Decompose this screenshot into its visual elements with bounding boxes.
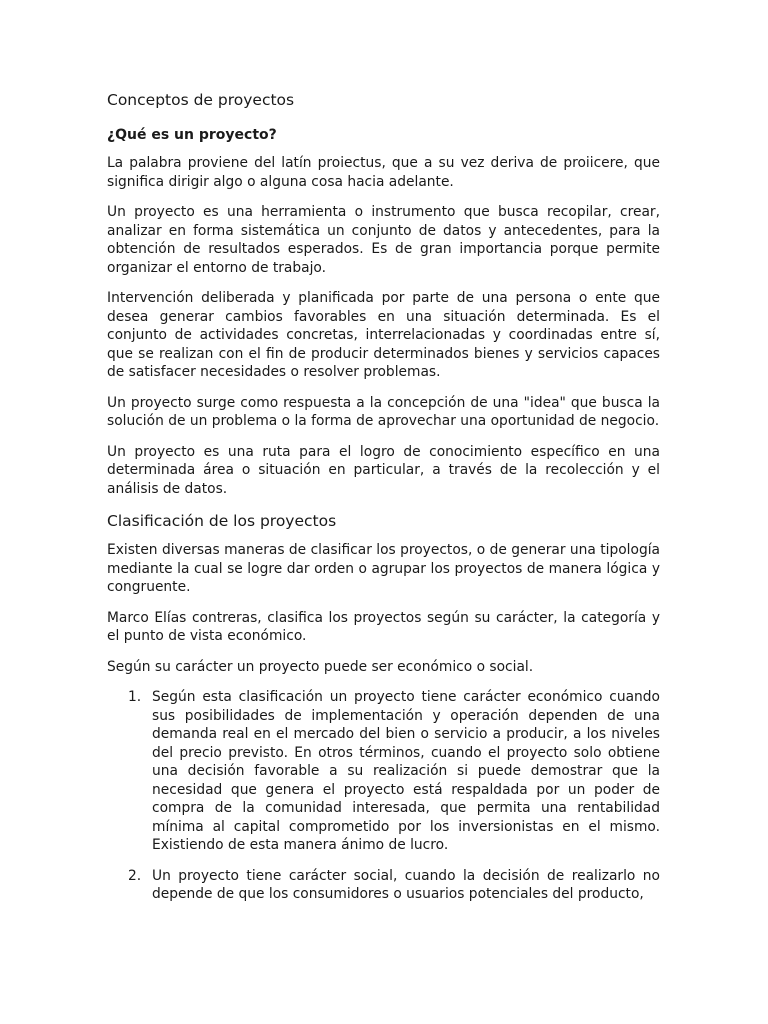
paragraph-definition: Un proyecto es una herramienta o instrumento que busca recopilar, crear, analizar en forma sistemática un conjunto de datos y antecedentes, para la obtención de resultados esperados. Es de gran importancia porque permite organizar el entorno de trabajo.	[107, 204, 660, 276]
document-title: Conceptos de proyectos	[107, 91, 295, 109]
document-page	[107, 88, 660, 916]
list-item-number: 2.	[128, 867, 142, 884]
list-item	[107, 867, 660, 904]
paragraph-idea: Un proyecto surge como respuesta a la concepción de una "idea" que busca la solución de un problema o la forma de aprovechar una oportunidad de negocio.	[107, 394, 660, 429]
list-item-text: Según esta clasificación un proyecto tiene carácter económico cuando sus posibilidades de implementación y operación dependen de una demanda real en el mercado del bien o servicio a producir, a los niveles del precio previsto. En otros términos, cuando el proyecto solo obtiene una decisión favorable a su realización si puede demostrar que la necesidad que genera el proyecto está respaldada por un poder de compra de la comunidad interesada, que permita una rentabilidad mínima al capital comprometido por los inversionistas en el mismo. Existiendo de esta manera ánimo de lucro.	[152, 689, 660, 853]
paragraph-typology: Existen diversas maneras de clasificar los proyectos, o de generar una tipología mediante la cual se logre dar orden o agrupar los proyectos de manera lógica y congruente.	[107, 542, 660, 595]
paragraph-etymology: La palabra proviene del latín proiectus, que a su vez deriva de proiicere, que significa dirigir algo o alguna cosa hacia adelante.	[107, 155, 660, 190]
list-item-text: Un proyecto tiene carácter social, cuando la decisión de realizarlo no depende de que los consumidores o usuarios potenciales del producto,	[152, 867, 660, 902]
classification-list	[107, 688, 660, 904]
paragraph-character: Según su carácter un proyecto puede ser económico o social.	[107, 658, 534, 675]
list-item-number: 1.	[128, 689, 142, 705]
paragraph-route: Un proyecto es una ruta para el logro de conocimiento específico en una determinada área o situación en particular, a través de la recolección y el análisis de datos.	[107, 443, 660, 497]
subtitle-heading: ¿Qué es un proyecto?	[107, 127, 277, 143]
list-item	[107, 688, 660, 855]
section-heading-classification: Clasificación de los proyectos	[107, 512, 337, 530]
paragraph-contreras: Marco Elías contreras, clasifica los proyectos según su carácter, la categoría y el punto de vista económico.	[107, 609, 660, 644]
paragraph-intervention: Intervención deliberada y planificada por parte de una persona o ente que desea generar cambios favorables en una situación determinada. Es el conjunto de actividades concretas, interrelacionadas y coordinadas entre sí, que se realizan con el fin de producir determinados bienes y servicios capaces de satisfacer necesidades o resolver problemas.	[107, 290, 660, 380]
